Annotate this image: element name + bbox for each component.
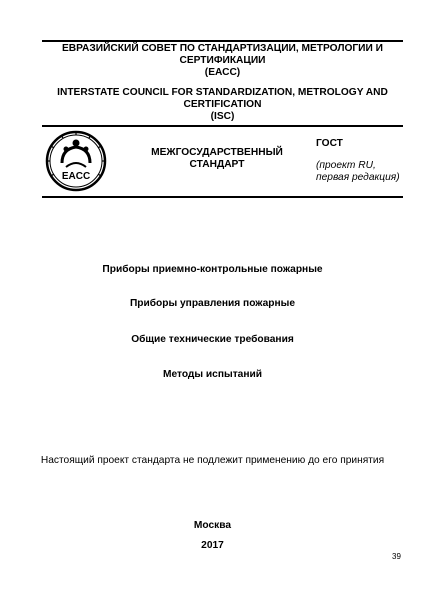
publication-city: Москва	[193, 520, 232, 531]
document-subtitle: Общие технические требования	[131, 334, 294, 345]
council-en-line: INTERSTATE COUNCIL FOR STANDARDIZATION, METROLOGY AND	[57, 87, 388, 98]
logo-text: EACC	[61, 171, 91, 182]
header-middle-rule	[42, 125, 403, 127]
document-title: Приборы управления пожарные	[129, 298, 296, 309]
header-bottom-rule	[42, 196, 403, 198]
eacc-logo	[44, 129, 108, 193]
gost-label: ГОСТ	[316, 138, 343, 149]
council-ru-line: СЕРТИФИКАЦИИ	[179, 55, 266, 66]
page-number: 39	[392, 552, 401, 561]
document-subtitle: Методы испытаний	[162, 369, 263, 380]
draft-status-line: первая редакция)	[316, 172, 400, 183]
eacc-emblem-icon	[44, 129, 108, 193]
draft-status-line: (проект RU,	[316, 160, 376, 171]
header-top-rule	[42, 40, 403, 42]
standard-title-line: МЕЖГОСУДАРСТВЕННЫЙ	[151, 147, 283, 158]
council-ru-line: ЕВРАЗИЙСКИЙ СОВЕТ ПО СТАНДАРТИЗАЦИИ, МЕТРОЛОГИИ И	[62, 43, 383, 54]
document-title: Приборы приемно-контрольные пожарные	[102, 264, 323, 275]
draft-status	[316, 160, 400, 184]
council-name-ru	[42, 43, 403, 79]
council-en-line: CERTIFICATION	[183, 99, 262, 110]
standard-title	[142, 147, 292, 171]
council-name-en	[42, 87, 403, 123]
council-en-line: (ISC)	[210, 111, 235, 122]
council-ru-line: (ЕАСС)	[204, 67, 241, 78]
publication-year: 2017	[201, 540, 224, 551]
draft-notice: Настоящий проект стандарта не подлежит применению до его принятия	[40, 455, 385, 466]
standard-title-line: СТАНДАРТ	[189, 159, 245, 170]
